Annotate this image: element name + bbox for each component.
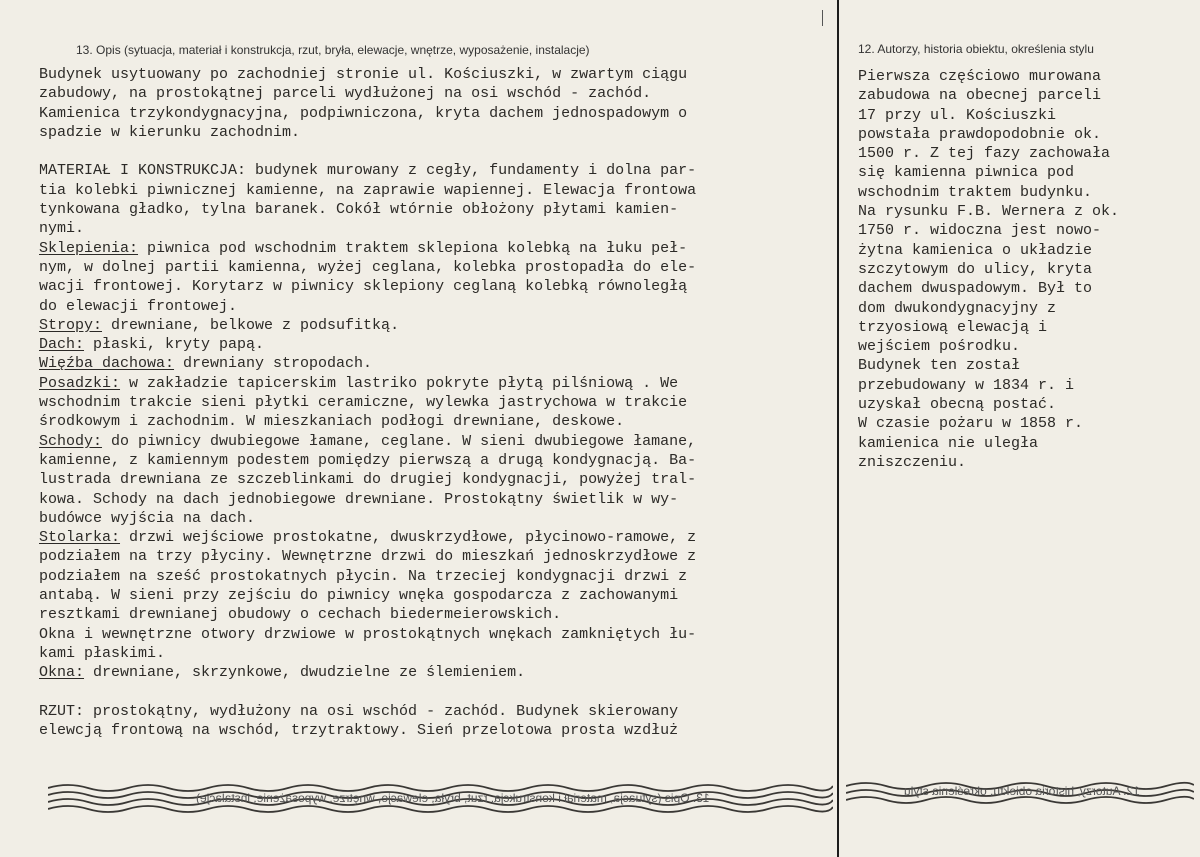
section-13-underlined-label: Stolarka: [39, 529, 121, 547]
section-13-line-text: w zakładzie tapicerskim lastriko pokryte płytą pilśniową . We [120, 374, 679, 392]
section-13-line: do elewacji frontowej. [39, 297, 238, 315]
section-13-line: kami płaskimi. [39, 644, 166, 662]
section-13-line: wacji frontowej. Korytarz w piwnicy sklepiony ceglaną kolebką równoległą [39, 278, 688, 296]
section-13-line [39, 374, 696, 393]
mirrored-bleed-text-13: 13. Opis (sytuacja, materiał i konstrukcja, rzut, bryła, elewacje, wnętrze, wyposażenie, instalacje) [196, 791, 710, 805]
section-13-line: tynkowana gładko, tylna baranek. Cokół wtórnie obłożony płytami kamien- [39, 201, 679, 219]
section-13-line: budówce wyjścia na dach. [39, 509, 256, 527]
section-12-line: 17 przy ul. Kościuszki [858, 106, 1057, 124]
section-13-underlined-label: Więźba dachowa: [39, 355, 175, 373]
section-12-heading: 12. Autorzy, historia obiektu, określenia stylu [858, 42, 1094, 56]
top-tick-mark [822, 10, 823, 26]
section-13-underlined-label: Okna: [39, 664, 85, 682]
section-13-line [39, 335, 696, 354]
section-13-line: RZUT: prostokątny, wydłużony na osi wschód - zachód. Budynek skierowany [39, 702, 679, 720]
section-13-line: elewcją frontową na wschód, trzytraktowy. Sień przelotowa prosta wzdłuż [39, 722, 679, 740]
section-13-line-text: płaski, kryty papą. [84, 336, 265, 354]
section-13-line-text: drewniane, skrzynkowe, dwudzielne ze ślemieniem. [84, 664, 526, 682]
section-12-line: szczytowym do ulicy, kryta [858, 260, 1093, 278]
section-13-line [39, 239, 696, 258]
section-12-line: wejściem pośrodku. [858, 338, 1021, 356]
section-12-line: Pierwsza częściowo murowana [858, 68, 1102, 85]
section-13-line-text: drzwi wejściowe prostokatne, dwuskrzydłowe, płycinowo-ramowe, z [120, 529, 697, 547]
section-13-line [39, 663, 696, 682]
section-13-underlined-label: Dach: [39, 336, 85, 354]
section-13-line: nym, w dolnej partii kamienna, wyżej ceglana, kolebka prostopadła do ele- [39, 258, 697, 276]
section-13-line: Okna i wewnętrzne otwory drzwiowe w prostokątnych wnękach zamkniętych łu- [39, 625, 697, 643]
section-12-line: zniszczeniu. [858, 453, 967, 471]
section-13-line: antabą. W sieni przy zejściu do piwnicy wnęka gospodarcza z zachowanymi [39, 587, 679, 605]
section-12-line: Na rysunku F.B. Wernera z ok. [858, 203, 1120, 221]
section-13-line-text: piwnica pod wschodnim traktem sklepiona kolebką na łuku peł- [138, 239, 688, 257]
section-13-line [39, 354, 696, 373]
mirrored-bleed-text-12: 12. Autorzy, historia obiektu, określenia stylu [904, 784, 1140, 798]
section-13-underlined-label: Posadzki: [39, 374, 121, 392]
section-12-line: W czasie pożaru w 1858 r. [858, 415, 1084, 433]
section-13-line: kowa. Schody na dach jednobiegowe drewniane. Prostokątny świetlik w wy- [39, 490, 679, 508]
section-13-line: tia kolebki piwnicznej kamienne, na zaprawie wapiennej. Elewacja frontowa [39, 181, 697, 199]
section-13-line: Budynek usytuowany po zachodniej stronie ul. Kościuszki, w zwartym ciągu [39, 66, 688, 83]
section-13-line-text: do piwnicy dwubiegowe łamane, ceglane. W sieni dwubiegowe łamane, [102, 432, 697, 450]
section-12-line: dachem dwuspadowym. Był to [858, 280, 1093, 298]
section-12-line: 1500 r. Z tej fazy zachowała [858, 145, 1111, 163]
section-12-line: trzyosiową elewacją i [858, 318, 1048, 336]
section-13-line [39, 142, 696, 161]
section-12-line: kamienica nie uległa [858, 434, 1039, 452]
section-12-line: 1750 r. widoczna jest nowo- [858, 222, 1102, 240]
section-13-line: środkowym i zachodnim. W mieszkaniach podłogi drewniane, deskowe. [39, 413, 625, 431]
section-13-underlined-label: Sklepienia: [39, 239, 139, 257]
section-12-typed-text [858, 67, 1119, 472]
section-12-line: się kamienna piwnica pod [858, 164, 1075, 182]
section-13-line [39, 528, 696, 547]
section-13-line: wschodnim trakcie sieni płytki ceramiczne, wylewka jastrychowa w trakcie [39, 394, 688, 412]
section-13-underlined-label: Schody: [39, 432, 103, 450]
section-13-line-text: drewniane, belkowe z podsufitką. [102, 316, 400, 334]
section-13-typed-text [39, 65, 696, 740]
section-13-line-text: drewniany stropodach. [174, 355, 373, 373]
section-13-line: zabudowy, na prostokątnej parceli wydłużonej na osi wschód - zachód. [39, 85, 652, 103]
section-13-line: Kamienica trzykondygnacyjna, podpiwniczona, kryta dachem jednospadowym o [39, 104, 688, 122]
column-divider [837, 0, 839, 857]
section-12-line: zabudowa na obecnej parceli [858, 87, 1102, 105]
section-13-line: kamienne, z kamiennym podestem pomiędzy pierwszą a drugą kondygnacją. Ba- [39, 451, 697, 469]
section-12-line: powstała prawdopodobnie ok. [858, 125, 1102, 143]
section-13-line [39, 683, 696, 702]
section-12-line: wschodnim traktem budynku. [858, 183, 1093, 201]
section-12-line: uzyskał obecną postać. [858, 396, 1057, 414]
section-13-line [39, 316, 696, 335]
section-13-line: lustrada drewniana ze szczeblinkami do drugiej kondygnacji, powyżej tral- [39, 471, 697, 489]
section-12-line: żytna kamienica o układzie [858, 241, 1093, 259]
section-13-line: spadzie w kierunku zachodnim. [39, 123, 301, 141]
section-13-line: nymi. [39, 220, 85, 238]
section-12-line: dom dwukondygnacyjny z [858, 299, 1057, 317]
section-12-line: Budynek ten został [858, 357, 1021, 375]
section-13-line [39, 432, 696, 451]
section-13-heading: 13. Opis (sytuacja, materiał i konstrukcja, rzut, bryła, elewacje, wnętrze, wyposażenie, instalacje) [76, 43, 590, 57]
section-13-line: MATERIAŁ I KONSTRUKCJA: budynek murowany z cegły, fundamenty i dolna par- [39, 162, 697, 180]
section-13-line: resztkami drewnianej obudowy o cechach biedermeierowskich. [39, 606, 562, 624]
section-13-line: podziałem na trzy płyciny. Wewnętrzne drzwi do mieszkań jednoskrzydłowe z [39, 548, 697, 566]
section-13-underlined-label: Stropy: [39, 316, 103, 334]
section-12-line: przebudowany w 1834 r. i [858, 376, 1075, 394]
section-13-line: podziałem na sześć prostokatnych płycin. Na trzeciej kondygnacji drzwi z [39, 567, 688, 585]
